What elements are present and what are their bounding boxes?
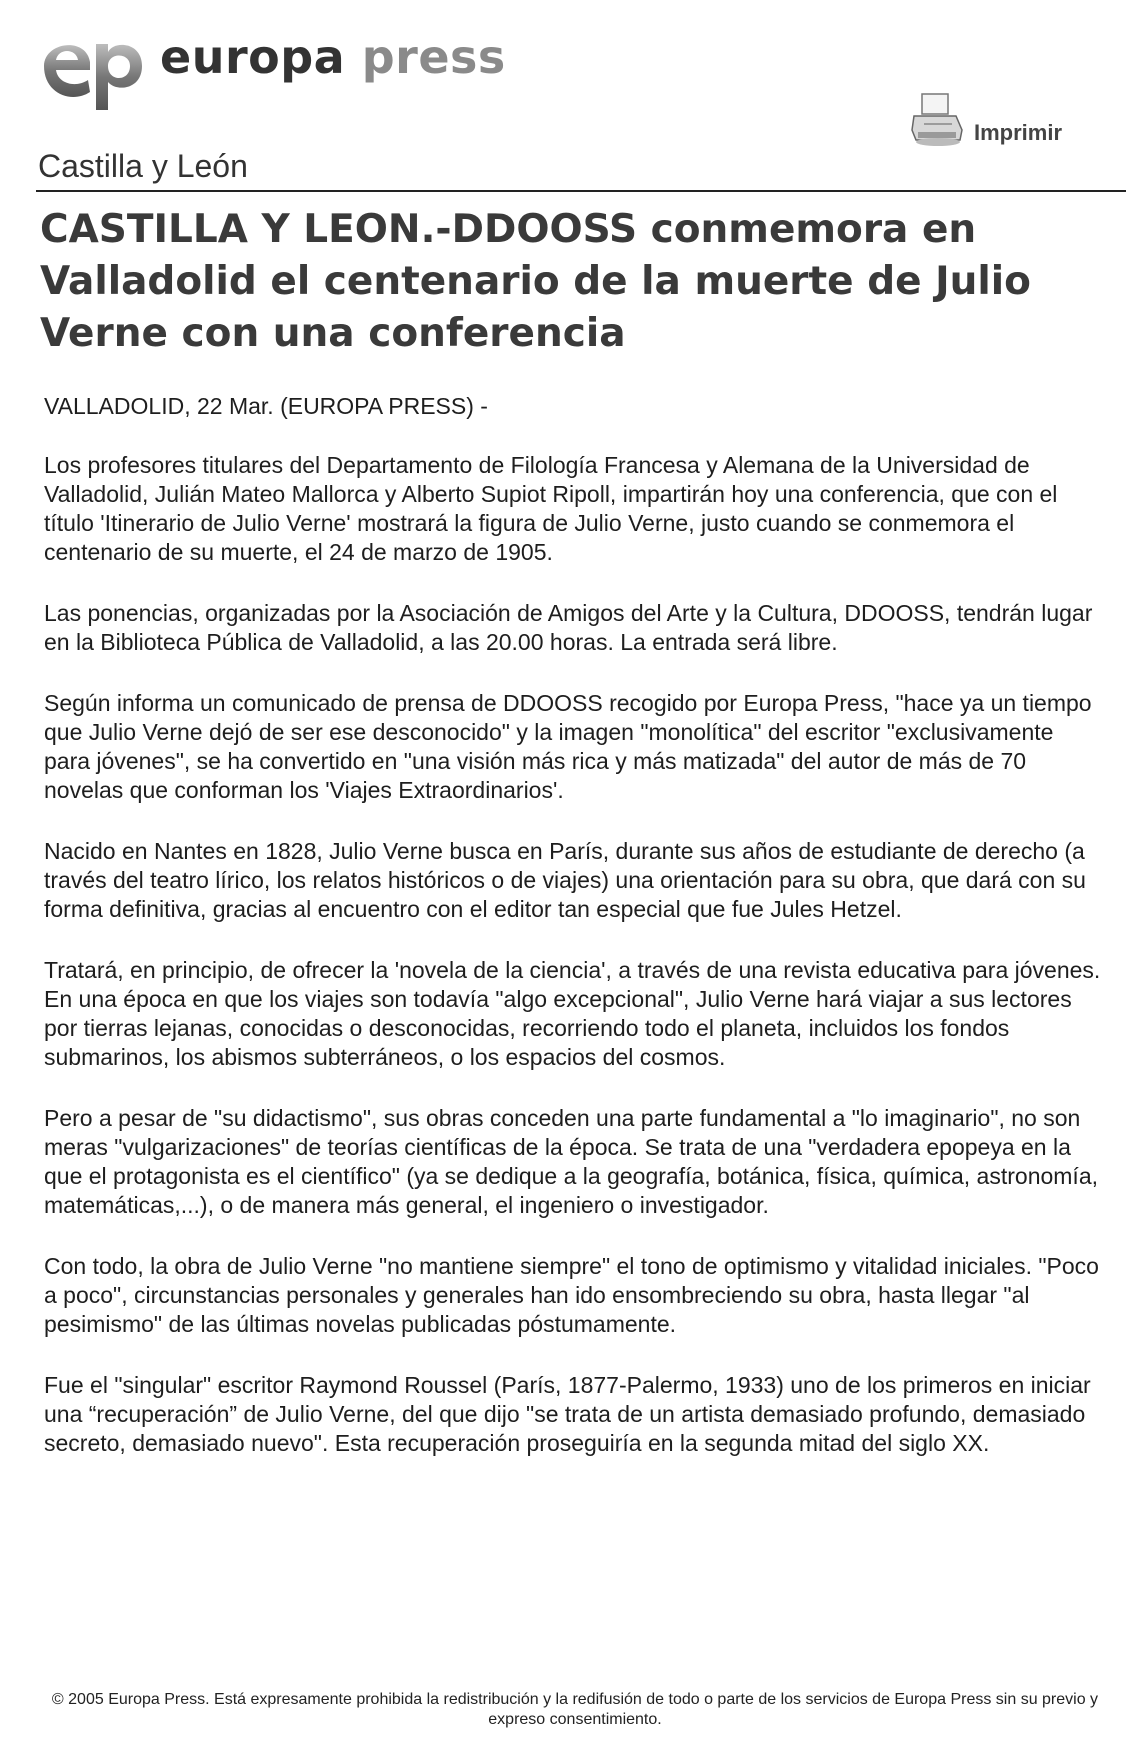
europa-press-logo — [38, 22, 506, 110]
paragraph: Tratará, en principio, de ofrecer la 'novela de la ciencia', a través de una revista educativa para jóvenes. En una época en que los viajes son todavía "algo excepcional", Julio Verne hará viajar a sus lectores por tierras lejanas, conocidas o desconocidas, recorriendo todo el planeta, incluidos los fondos submarinos, los abismos subterráneos, o los espacios del cosmos. — [44, 957, 1101, 1070]
paragraph: Pero a pesar de "su didactismo", sus obras conceden una parte fundamental a "lo imaginario", no son meras "vulgarizaciones" de teorías científicas de la época. Se trata de una "verdadera epopeya en la que el protagonista es el científico" (ya se dedique a la geografía, botánica, física, química, astronomía, matemáticas,...), o de manera más general, el ingeniero o investigador. — [44, 1105, 1099, 1218]
logo-word-press: press — [361, 30, 506, 84]
print-link[interactable] — [908, 90, 1062, 148]
copyright-footer: © 2005 Europa Press. Está expresamente prohibida la redistribución y la redifusión de todo o parte de los servicios de Europa Press sin su previo y expreso consentimiento. — [51, 1691, 1099, 1728]
article-body — [44, 392, 1104, 1490]
article-headline: CASTILLA Y LEON.-DDOOSS conmemora en Valladolid el centenario de la muerte de Julio Verne con una conferencia — [40, 207, 1031, 356]
paragraph: Los profesores titulares del Departamento de Filología Francesa y Alemana de la Universidad de Valladolid, Julián Mateo Mallorca y Alberto Supiot Ripoll, impartirán hoy una conferencia, que con el título 'Itinerario de Julio Verne' mostrará la figura de Julio Verne, justo cuando se conmemora el centenario de su muerte, el 24 de marzo de 1905. — [44, 452, 1058, 565]
paragraph: Nacido en Nantes en 1828, Julio Verne busca en París, durante sus años de estudiante de derecho (a través del teatro lírico, los relatos históricos o de viajes) una orientación para su obra, que dará con su forma definitiva, gracias al encuentro con el editor tan especial que fue Jules Hetzel. — [44, 838, 1086, 922]
paragraph: Según informa un comunicado de prensa de DDOOSS recogido por Europa Press, "hace ya un tiempo que Julio Verne dejó de ser ese desconocido" y la imagen "monolítica" del escritor "exclusivamente para jóvenes", se ha convertido en "una visión más rica y más matizada" del autor de más de 70 novelas que conforman los 'Viajes Extraordinarios'. — [44, 690, 1092, 803]
ep-logo-icon — [38, 22, 148, 110]
printer-icon[interactable] — [908, 90, 966, 148]
print-label[interactable]: Imprimir — [974, 120, 1063, 145]
logo-wordmark — [160, 30, 506, 84]
dateline: VALLADOLID, 22 Mar. (EUROPA PRESS) - — [44, 393, 488, 419]
paragraph: Fue el "singular" escritor Raymond Roussel (París, 1877-Palermo, 1933) uno de los primeros en iniciar una “recuperación” de Julio Verne, del que dijo "se trata de un artista demasiado profundo, demasiado secreto, demasiado nuevo". Esta recuperación proseguiría en la segunda mitad del siglo XX. — [44, 1372, 1091, 1456]
paragraph: Con todo, la obra de Julio Verne "no mantiene siempre" el tono de optimismo y vitalidad iniciales. "Poco a poco", circunstancias personales y generales han ido ensombreciendo su obra, hasta llegar "al pesimismo" de las últimas novelas publicadas póstumamente. — [44, 1253, 1099, 1337]
section-label: Castilla y León — [38, 148, 248, 184]
logo-word-europa: europa — [160, 30, 346, 84]
header-divider — [36, 190, 1126, 192]
paragraph: Las ponencias, organizadas por la Asociación de Amigos del Arte y la Cultura, DDOOSS, tendrán lugar en la Biblioteca Pública de Valladolid, a las 20.00 horas. La entrada será libre. — [44, 600, 1093, 655]
